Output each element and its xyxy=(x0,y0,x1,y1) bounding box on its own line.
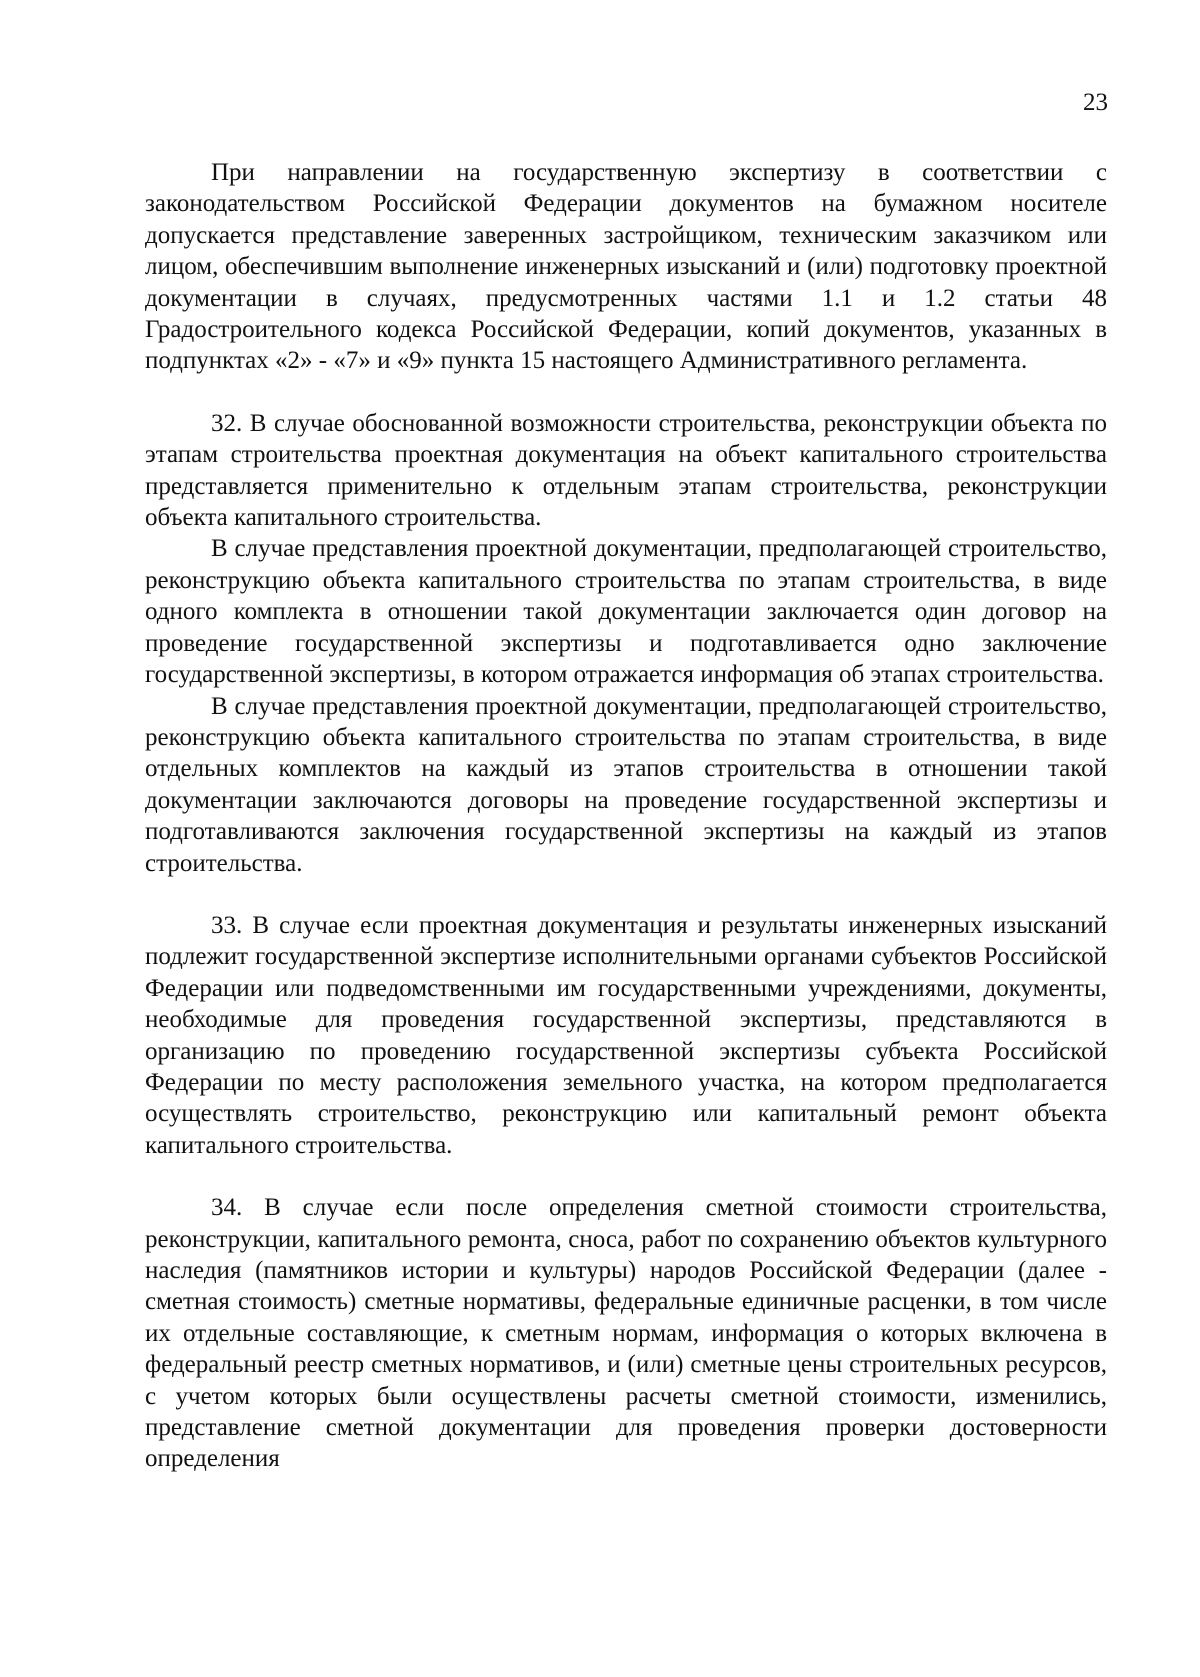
document-body xyxy=(145,157,1107,1475)
paragraph-32: 32. В случае обоснованной возможности строительства, реконструкции объекта по этапам строительства проектная документация на объект капитального строительства представляется применительно к отдельным этапам строительства, реконструкции объекта капитального строительства. xyxy=(145,409,1107,532)
paragraph-32-single-set: В случае представления проектной документации, предполагающей строительство, реконструкцию объекта капитального строительства по этапам строительства, в виде одного комплекта в отношении такой документации заключается один договор на проведение государственной экспертизы и подготавливается одно заключение государственной экспертизы, в котором отражается информация об этапах строительства. xyxy=(145,535,1107,689)
paragraph-submission-copies: При направлении на государственную экспертизу в соответствии с законодательством Российской Федерации документов на бумажном носителе допускается представление заверенных застройщиком, техническим заказчиком или лицом, обеспечившим выполнение инженерных изысканий и (или) подготовку проектной документации в случаях, предусмотренных частями 1.1 и 1.2 статьи 48 Градостроительного кодекса Российской Федерации, копий документов, указанных в подпунктах «2» - «7» и «9» пункта 15 настоящего Административного регламента. xyxy=(145,159,1107,375)
page-number: 23 xyxy=(1083,89,1108,116)
paragraph-34: 34. В случае если после определения сметной стоимости строительства, реконструкции, капитального ремонта, сноса, работ по сохранению объектов культурного наследия (памятников истории и культуры) народов Российской Федерации (далее - сметная стоимость) сметные нормативы, федеральные единичные расценки, в том числе их отдельные составляющие, к сметным нормам, информация о которых включена в федеральный реестр сметных нормативов, и (или) сметные цены строительных ресурсов, с учетом которых были осуществлены расчеты сметной стоимости, изменились, представление сметной документации для проведения проверки достоверности определения xyxy=(145,1194,1107,1473)
paragraph-32-separate-sets: В случае представления проектной документации, предполагающей строительство, реконструкцию объекта капитального строительства по этапам строительства, в виде отдельных комплектов на каждый из этапов строительства в отношении такой документации заключаются договоры на проведение государственной экспертизы и подготавливаются заключения государственной экспертизы на каждый из этапов строительства. xyxy=(145,692,1107,877)
paragraph-33: 33. В случае если проектная документация и результаты инженерных изысканий подлежит государственной экспертизе исполнительными органами субъектов Российской Федерации или подведомственными им государственными учреждениями, документы, необходимые для проведения государственной экспертизы, представляются в организацию по проведению государственной экспертизы субъекта Российской Федерации по месту расположения земельного участка, на котором предполагается осуществлять строительство, реконструкцию или капитальный ремонт объекта капитального строительства. xyxy=(145,911,1107,1159)
